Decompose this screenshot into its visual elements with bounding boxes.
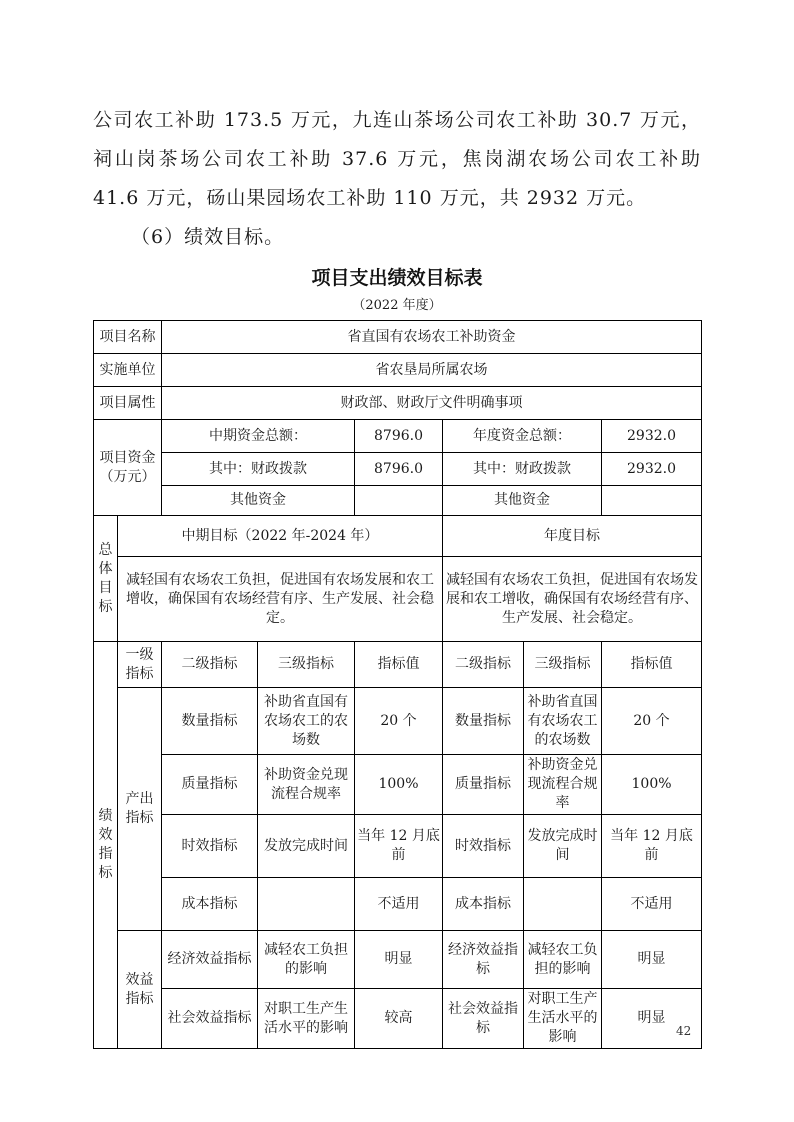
project-name-label: 项目名称	[94, 321, 162, 354]
indicator-value: 不适用	[355, 878, 443, 931]
implementing-unit-value: 省农垦局所属农场	[162, 354, 702, 387]
header-value-right: 指标值	[602, 642, 702, 688]
row-cost-indicator	[94, 878, 702, 931]
mid-term-total-label: 中期资金总额：	[162, 420, 355, 453]
indicator-value: 20 个	[355, 688, 443, 755]
annual-other-label: 其他资金	[443, 486, 602, 516]
indicator-l3: 补助资金兑现流程合规率	[258, 755, 355, 815]
indicator-r3: 发放完成时间	[524, 815, 602, 878]
funding-label: 项目资金（万元）	[94, 420, 162, 516]
mid-term-goal-text: 减轻国有农场农工负担，促进国有农场发展和农工增收，确保国有农场经营有序、生产发展、社会稳定。	[118, 557, 443, 642]
indicator-rvalue: 不适用	[602, 878, 702, 931]
header-value-left: 指标值	[355, 642, 443, 688]
indicator-value: 明显	[355, 931, 443, 989]
mid-term-fiscal-label: 其中：财政拨款	[162, 453, 355, 486]
indicator-r3: 减轻农工负担的影响	[524, 931, 602, 989]
header-level3-right: 三级指标	[524, 642, 602, 688]
indicator-rvalue: 明显	[602, 989, 702, 1049]
indicator-l3: 补助省直国有农场农工的农场数	[258, 688, 355, 755]
indicator-rvalue: 明显	[602, 931, 702, 989]
list-item-performance-goal: （6）绩效目标。	[131, 226, 285, 248]
mid-term-other-label: 其他资金	[162, 486, 355, 516]
row-project-name	[94, 321, 702, 354]
output-group-label: 产出指标	[118, 688, 162, 931]
row-quantity-indicator	[94, 688, 702, 755]
row-economic-benefit-indicator	[94, 931, 702, 989]
page-number: 42	[676, 1024, 692, 1038]
mid-term-fiscal-value: 8796.0	[355, 453, 443, 486]
annual-fiscal-value: 2932.0	[602, 453, 702, 486]
project-attribute-label: 项目属性	[94, 387, 162, 420]
header-level2-right: 二级指标	[443, 642, 524, 688]
indicator-rvalue: 20 个	[602, 688, 702, 755]
header-level2-left: 二级指标	[162, 642, 258, 688]
header-level3-left: 三级指标	[258, 642, 355, 688]
indicator-r2: 经济效益指标	[443, 931, 524, 989]
mid-term-goal-header: 中期目标（2022 年-2024 年）	[118, 516, 443, 557]
row-funding-other	[94, 486, 702, 516]
indicator-r3: 补助省直国有农场农工的农场数	[524, 688, 602, 755]
indicator-r3	[524, 878, 602, 931]
annual-total-label: 年度资金总额：	[443, 420, 602, 453]
paragraph-subsidy-amounts: 公司农工补助 173.5 万元，九连山茶场公司农工补助 30.7 万元，祠山岗茶场公司农工补助 37.6 万元，焦岗湖农场公司农工补助 41.6 万元，砀山果园场农工补助 110 万元，共 2932 万元。	[93, 109, 701, 209]
indicator-l3: 发放完成时间	[258, 815, 355, 878]
indicator-rvalue: 100%	[602, 755, 702, 815]
indicator-l2: 数量指标	[162, 688, 258, 755]
indicator-l2: 时效指标	[162, 815, 258, 878]
indicator-l2: 社会效益指标	[162, 989, 258, 1049]
indicator-value: 100%	[355, 755, 443, 815]
benefit-group-label: 效益指标	[118, 931, 162, 1049]
annual-total-value: 2932.0	[602, 420, 702, 453]
annual-other-value	[602, 486, 702, 516]
indicator-r2: 成本指标	[443, 878, 524, 931]
indicator-l3: 对职工生产生活水平的影响	[258, 989, 355, 1049]
mid-term-other-value	[355, 486, 443, 516]
row-overall-goal-text	[94, 557, 702, 642]
indicator-r2: 社会效益指标	[443, 989, 524, 1049]
row-project-attribute	[94, 387, 702, 420]
annual-goal-header: 年度目标	[443, 516, 702, 557]
indicator-r2: 时效指标	[443, 815, 524, 878]
table-title: 项目支出绩效目标表	[311, 267, 483, 289]
indicator-r3: 对职工生产生活水平的影响	[524, 989, 602, 1049]
row-social-benefit-indicator	[94, 989, 702, 1049]
row-quality-indicator	[94, 755, 702, 815]
performance-indicator-label: 绩效指标	[94, 642, 118, 1049]
indicator-value: 较高	[355, 989, 443, 1049]
mid-term-total-value: 8796.0	[355, 420, 443, 453]
indicator-rvalue: 当年 12 月底前	[602, 815, 702, 878]
project-name-value: 省直国有农场农工补助资金	[162, 321, 702, 354]
annual-goal-text: 减轻国有农场农工负担，促进国有农场发展和农工增收，确保国有农场经营有序、生产发展、社会稳定。	[443, 557, 702, 642]
row-funding-total	[94, 420, 702, 453]
annual-fiscal-label: 其中：财政拨款	[443, 453, 602, 486]
row-implementing-unit	[94, 354, 702, 387]
row-funding-fiscal	[94, 453, 702, 486]
indicator-l2: 质量指标	[162, 755, 258, 815]
indicator-value: 当年 12 月底前	[355, 815, 443, 878]
overall-goal-label: 总体目标	[94, 516, 118, 642]
row-overall-goal-header	[94, 516, 702, 557]
row-timeliness-indicator	[94, 815, 702, 878]
header-level1: 一级指标	[118, 642, 162, 688]
indicator-l2: 成本指标	[162, 878, 258, 931]
indicator-r2: 数量指标	[443, 688, 524, 755]
indicator-r3: 补助资金兑现流程合规率	[524, 755, 602, 815]
implementing-unit-label: 实施单位	[94, 354, 162, 387]
indicator-l3	[258, 878, 355, 931]
indicator-r2: 质量指标	[443, 755, 524, 815]
project-attribute-value: 财政部、财政厅文件明确事项	[162, 387, 702, 420]
table-subtitle: （2022 年度）	[352, 298, 442, 313]
indicator-l3: 减轻农工负担的影响	[258, 931, 355, 989]
performance-goal-table	[93, 320, 702, 1049]
indicator-l2: 经济效益指标	[162, 931, 258, 989]
row-indicator-header	[94, 642, 702, 688]
